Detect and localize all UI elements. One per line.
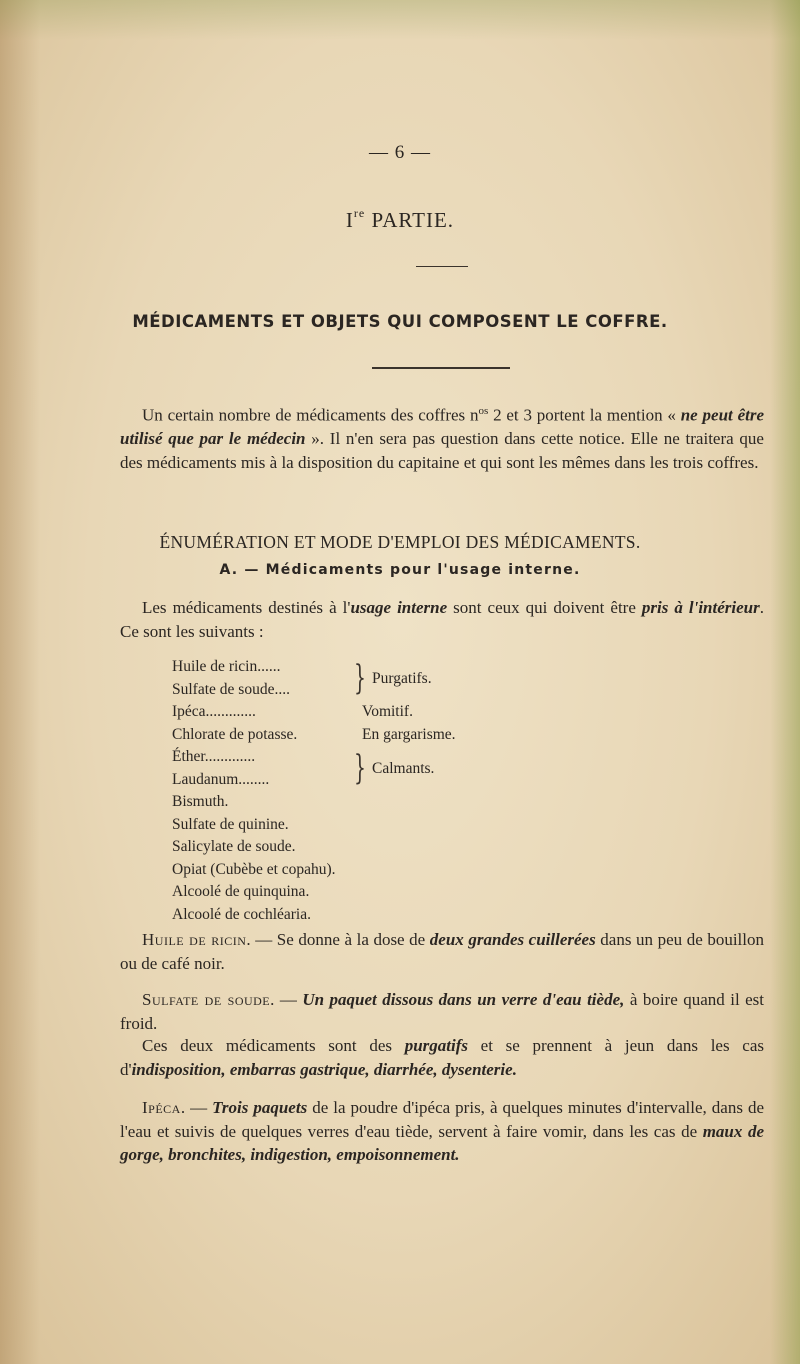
intro-text-a: Un certain nombre de médicaments des coffres n xyxy=(142,405,479,425)
intro-text-b: 2 et 3 portent la mention « xyxy=(488,405,681,425)
list-item: Salicylate de soude. xyxy=(172,838,296,855)
list-item xyxy=(172,724,456,747)
huile-label: Huile de ricin xyxy=(142,930,247,949)
separator-rule-long xyxy=(372,367,510,369)
page-number: — 6 — xyxy=(369,142,431,163)
purgatifs-group xyxy=(172,656,456,701)
interne-text-c: . Ce sont les suivants : xyxy=(120,598,764,641)
ipeca-name: Ipéca............. xyxy=(172,703,256,720)
page-edge-top xyxy=(0,0,800,40)
chlorate-use: En gargarisme. xyxy=(362,725,456,743)
calmants-use: Calmants. xyxy=(372,760,435,777)
list-item: Sulfate de soude.... xyxy=(172,680,290,698)
main-heading: MÉDICAMENTS ET OBJETS QUI COMPOSENT LE COFFRE. xyxy=(132,312,668,331)
huile-text-a: . — Se donne à la dose de xyxy=(246,930,430,949)
intro-text-c: ». Il n'en sera pas question dans cette notice. Elle ne traitera que des médicaments mis à la disposition du capitaine et qui sont les mêmes dans les trois coffres. xyxy=(120,429,764,472)
part-title-sup: re xyxy=(353,206,366,220)
chlorate-name: Chlorate de potasse. xyxy=(172,725,298,743)
brace-icon: } xyxy=(354,658,366,698)
page-edge-right xyxy=(770,0,800,1364)
sulfate-label: Sulfate de soude xyxy=(142,990,271,1009)
ces-emphasis-b: indisposition, embarras gastrique, diarrhée, dysenterie. xyxy=(131,1059,517,1079)
huile-de-ricin-paragraph xyxy=(120,928,764,975)
ipeca-text-b: de la poudre d'ipéca pris, à quelques minutes d'intervalle, dans de l'eau et suivis de quelques verres d'eau tiède, servent à faire vomir, dans les cas de xyxy=(120,1098,765,1141)
list-item: Opiat (Cubèbe et copahu). xyxy=(172,860,336,878)
ipeca-emphasis-a: Trois paquets xyxy=(212,1098,308,1117)
ipeca-emphasis-b: maux de gorge, bronchites, indigestion, empoisonnement. xyxy=(120,1121,764,1164)
part-title-text: PARTIE. xyxy=(365,208,455,232)
purgatifs-usage-paragraph xyxy=(120,1034,764,1081)
huile-emphasis: deux grandes cuillerées xyxy=(429,930,596,949)
list-item: Alcoolé de quinquina. xyxy=(172,883,310,900)
ces-text-b: et se prennent à jeun dans les cas d' xyxy=(120,1036,764,1079)
intro-paragraph xyxy=(120,400,764,474)
sulfate-de-soude-paragraph xyxy=(120,988,764,1035)
part-title-numeral: I xyxy=(345,208,354,232)
ipeca-text-a: . — xyxy=(180,1098,213,1117)
sulfate-text-b: à boire quand il est froid. xyxy=(120,990,765,1033)
ipeca-label: Ipéca xyxy=(142,1098,181,1117)
ces-emphasis-a: purgatifs xyxy=(404,1036,468,1055)
interne-emphasis-a: usage interne xyxy=(350,598,448,617)
brace-icon: } xyxy=(354,748,366,788)
intro-emphasis: ne peut être utilisé que par le médecin xyxy=(120,405,765,449)
usage-interne-paragraph xyxy=(120,596,764,643)
intro-sup: os xyxy=(478,405,489,417)
purgatifs-use: Purgatifs. xyxy=(372,670,432,687)
separator-rule-short xyxy=(416,266,468,267)
interne-emphasis-b: pris à l'intérieur xyxy=(641,598,760,617)
page-edge-left xyxy=(0,0,40,1364)
list-item: Sulfate de quinine. xyxy=(172,815,289,833)
list-item: Alcoolé de cochléaria. xyxy=(172,905,311,923)
sulfate-text-a: . — xyxy=(270,990,303,1009)
list-item xyxy=(172,701,456,724)
interne-text-a: Les médicaments destinés à l' xyxy=(142,598,351,617)
interne-text-b: sont ceux qui doivent être xyxy=(447,598,642,617)
section-a-heading: A. — Médicaments pour l'usage interne. xyxy=(219,562,581,578)
list-item: Bismuth. xyxy=(172,793,229,810)
huile-text-b: dans un peu de bouillon ou de café noir. xyxy=(120,930,764,973)
ces-text-a: Ces deux médicaments sont des xyxy=(142,1036,405,1055)
enumeration-heading: ÉNUMÉRATION ET MODE D'EMPLOI DES MÉDICAMENTS. xyxy=(159,532,641,552)
list-item: Éther............. xyxy=(172,748,256,765)
list-item: Laudanum........ xyxy=(172,770,270,788)
part-title xyxy=(0,208,800,233)
sulfate-emphasis: Un paquet dissous dans un verre d'eau tiède, xyxy=(302,990,625,1009)
calmants-group xyxy=(172,746,456,791)
list-item: Huile de ricin...... xyxy=(172,658,281,675)
ipeca-use: Vomitif. xyxy=(362,703,413,720)
ipeca-paragraph xyxy=(120,1096,764,1167)
medication-list xyxy=(172,656,456,926)
